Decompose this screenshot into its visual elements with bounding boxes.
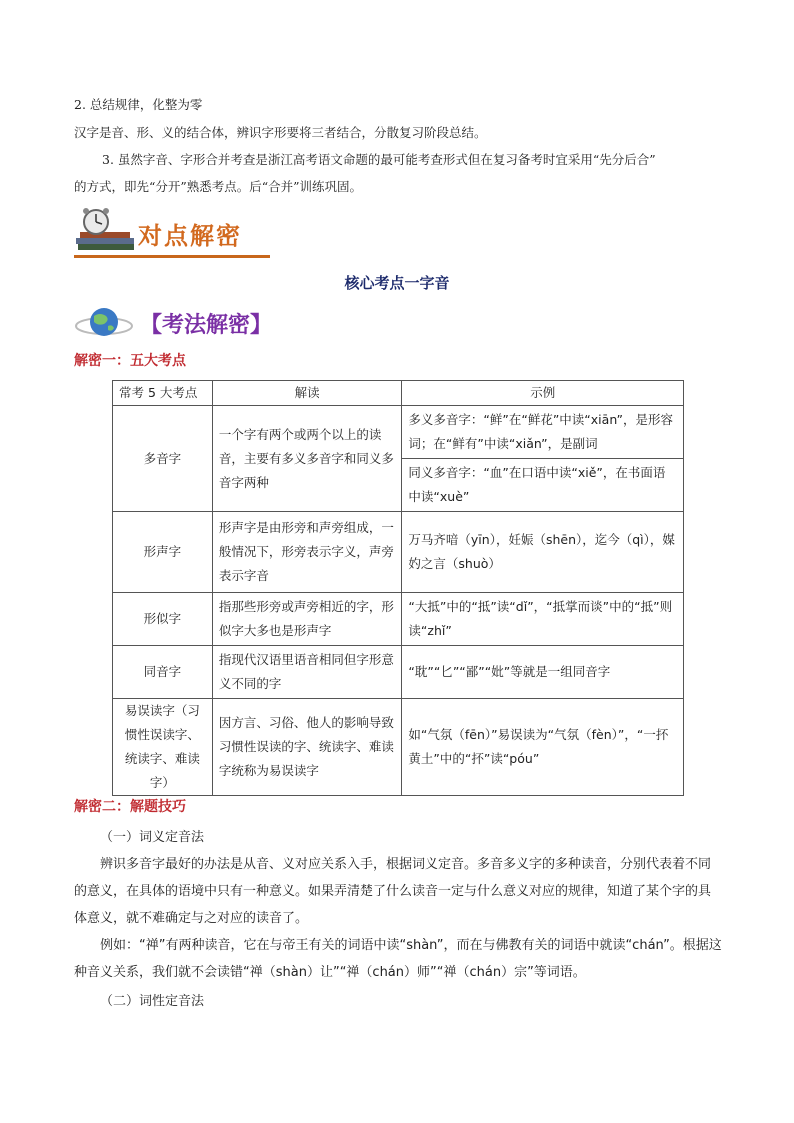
table-row: [113, 406, 684, 459]
section-title: 对点解密: [138, 222, 242, 250]
table-cell-point: 形声字: [113, 512, 213, 593]
paragraph-2: 例如：“禅”有两种读音，它在与帝王有关的词语中读“shàn”，而在与佛教有关的词语中就读“chán”。根据这种音义关系，我们就不会读错“禅（shàn）让”“禅（chán）师”“禅（chán）宗”等词语。: [74, 938, 722, 980]
table-cell-desc: 一个字有两个或两个以上的读音，主要有多义多音字和同义多音字两种: [212, 406, 402, 512]
table-cell-example: 多义多音字：“鲜”在“鲜花”中读“xiān”，是形容词；在“鲜有”中读“xiǎn”，是副词: [402, 406, 684, 459]
table-cell-desc: 形声字是由形旁和声旁组成，一般情况下，形旁表示字义，声旁表示字音: [212, 512, 402, 593]
section-banner: [74, 208, 274, 258]
table-cell-point: 多音字: [113, 406, 213, 512]
table-cell-desc: 指那些形旁或声旁相近的字，形似字大多也是形声字: [212, 593, 402, 646]
section-underline: [74, 255, 270, 258]
table-cell-point: 形似字: [113, 593, 213, 646]
table-row: [113, 593, 684, 646]
globe-icon: [74, 304, 136, 344]
table-header-row: [113, 381, 684, 406]
table-row: [113, 699, 684, 796]
intro-line-3: 3. 虽然字音、字形合并考查是浙江高考语文命题的最可能考查形式但在复习备考时宜采用“先分后合”: [102, 152, 656, 167]
table-cell-example: 万马齐喑（yīn），妊娠（shēn），迄今（qì），媒妁之言（shuò）: [402, 512, 684, 593]
table-cell-example: 同义多音字：“血”在口语中读“xiě”，在书面语中读“xuè”: [402, 459, 684, 512]
kaofa-title: 【考法解密】: [140, 313, 273, 338]
five-points-table: [112, 380, 684, 796]
table-header: 常考 5 大考点: [113, 381, 213, 406]
jiemi-2-heading: 解密二：解题技巧: [74, 799, 186, 815]
core-point-title: 核心考点一字音: [344, 274, 450, 292]
table-cell-point: 同音字: [113, 646, 213, 699]
table-cell-desc: 指现代汉语里语音相同但字形意义不同的字: [212, 646, 402, 699]
table-cell-desc: 因方言、习俗、他人的影响导致习惯性误读的字、统读字、难读字统称为易误读字: [212, 699, 402, 796]
clock-books-icon: [74, 208, 138, 254]
table-cell-point: 易误读字（习惯性误读字、统读字、难读字）: [113, 699, 213, 796]
intro-line-2: 汉字是音、形、义的结合体，辨识字形要将三者结合，分散复习阶段总结。: [74, 125, 487, 140]
table-row: [113, 646, 684, 699]
subheading-2: （二）词性定音法: [100, 994, 205, 1009]
subheading-1: （一）词义定音法: [100, 830, 205, 845]
intro-line-1: 2. 总结规律，化整为零: [74, 97, 203, 112]
table-cell-example: “耽”“匕”“鄙”“妣”等就是一组同音字: [402, 646, 684, 699]
table-header: 解读: [212, 381, 402, 406]
table-cell-example: 如“气氛（fēn）”易误读为“气氛（fèn）”，“一抔黄土”中的“抔”读“póu”: [402, 699, 684, 796]
table-header: 示例: [402, 381, 684, 406]
table-row: [113, 512, 684, 593]
intro-line-4: 的方式，即先“分开”熟悉考点。后“合并”训练巩固。: [74, 179, 363, 194]
kaofa-banner: [74, 304, 304, 344]
table-cell-example: “大抵”中的“抵”读“dǐ”，“抵掌而谈”中的“抵”则读“zhǐ”: [402, 593, 684, 646]
jiemi-1-heading: 解密一：五大考点: [74, 353, 186, 369]
paragraph-1: 辨识多音字最好的办法是从音、义对应关系入手，根据词义定音。多音多义字的多种读音，分别代表着不同的意义，在具体的语境中只有一种意义。如果弄清楚了什么读音一定与什么意义对应的规律，知道了某个字的具体意义，就不难确定与之对应的读音了。: [74, 857, 712, 926]
